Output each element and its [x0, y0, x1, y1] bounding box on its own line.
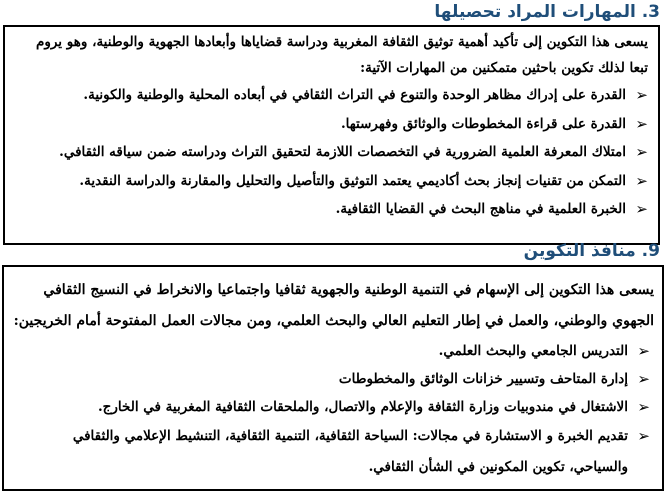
arrowhead-bullet-icon: ➢	[635, 171, 648, 190]
arrowhead-bullet-icon: ➢	[637, 398, 650, 416]
outlets-intro: يسعى هذا التكوين إلى الإسهام في التنمية الوطنية والجهوية ثقافيا واجتماعيا والانخراط في النسيج الثقافي الجهوي والوطني، والعمل في إطار التعليم العالي والبحث العلمي، ومن مجالات العمل المفتوحة أمام الخريجين:	[13, 282, 654, 329]
skills-list	[15, 81, 648, 224]
outlets-list	[12, 337, 654, 483]
arrowhead-bullet-icon: ➢	[635, 200, 648, 218]
list-item: ➢ الخبرة العلمية في مناهج البحث في القضايا الثقافية.	[15, 195, 648, 224]
arrowhead-bullet-icon: ➢	[637, 370, 650, 388]
skills-box	[3, 25, 660, 245]
section-title-outlets: 9. منافذ التكوين	[523, 241, 660, 261]
list-item: ➢ امتلاك المعرفة العلمية الضرورية في التخصصات اللازمة لتحقيق التراث ودراسته ضمن سياقه الثقافي.	[15, 138, 648, 167]
list-item: ➢ التمكن من تقنيات إنجاز بحث أكاديمي يعتمد التوثيق والتأصيل والتحليل والمقارنة والدراسة النقدية.	[15, 167, 648, 196]
list-item: ➢ إدارة المتاحف وتسيير خزانات الوثائق والمخطوطات	[12, 365, 654, 393]
list-item: ➢ القدرة على إدراك مظاهر الوحدة والتنوع في التراث الثقافي في أبعاده المحلية والوطنية والكونية.	[15, 81, 648, 110]
arrowhead-bullet-icon: ➢	[635, 114, 648, 133]
skills-intro: يسعى هذا التكوين إلى تأكيد أهمية توثيق الثقافة المغربية ودراسة قضاياها وأبعادها الجهوية والوطنية، وهو يروم تبعا لذلك تكوين باحثين متمكنين من المهارات الآتية:	[35, 34, 648, 76]
list-item: ➢ القدرة على قراءة المخطوطات والوثائق وفهرستها.	[15, 110, 648, 139]
arrowhead-bullet-icon: ➢	[637, 342, 650, 360]
arrowhead-bullet-icon: ➢	[637, 427, 650, 445]
arrowhead-bullet-icon: ➢	[635, 86, 648, 104]
list-item: ➢ التدريس الجامعي والبحث العلمي.	[12, 337, 654, 365]
section-title-skills: 3. المهارات المراد تحصيلها	[434, 2, 660, 22]
list-item: ➢ الاشتغال في مندوبيات وزارة الثقافة والإعلام والاتصال، والملحقات الثقافية المغربية في الخارج.	[12, 393, 654, 421]
outlets-box	[2, 265, 664, 491]
arrowhead-bullet-icon: ➢	[635, 143, 648, 161]
list-item: ➢ تقديم الخبرة و الاستشارة في مجالات: السياحة الثقافية، التنمية الثقافية، التنشيط الإعلامي والثقافي والسياحي، تكوين المكونين في الشأن الثقافي.	[12, 421, 654, 483]
